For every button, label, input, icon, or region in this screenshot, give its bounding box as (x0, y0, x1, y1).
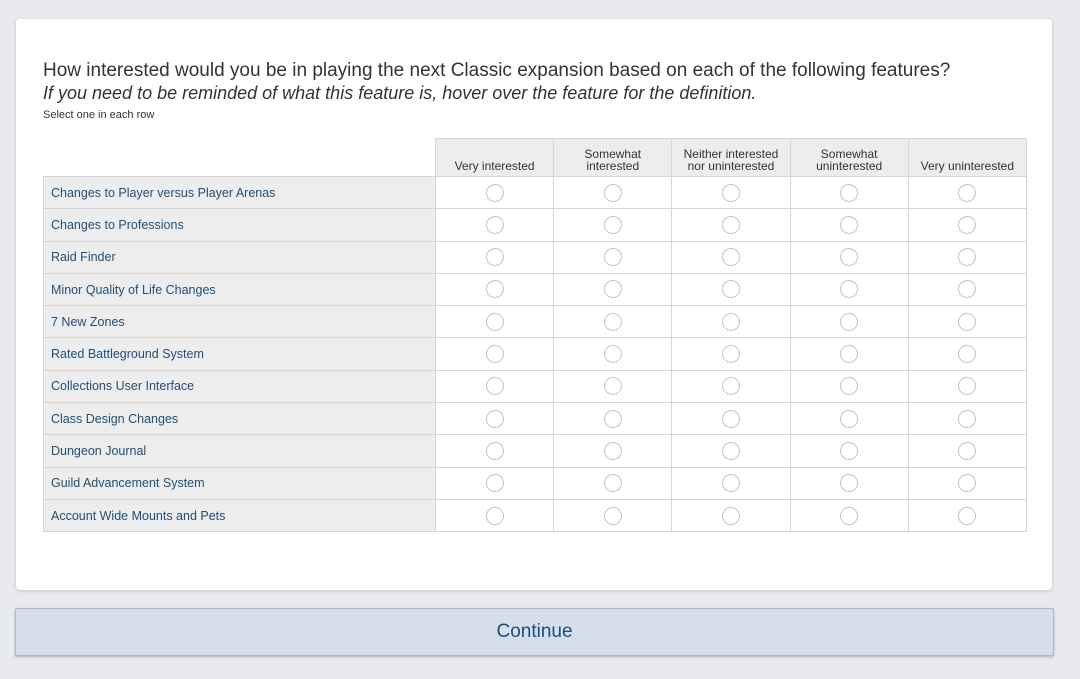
radio-button[interactable] (722, 248, 740, 266)
option-cell[interactable] (436, 273, 554, 305)
radio-button[interactable] (958, 345, 976, 363)
option-cell[interactable] (672, 435, 790, 467)
option-cell[interactable] (436, 499, 554, 531)
radio-button[interactable] (604, 474, 622, 492)
radio-button[interactable] (840, 507, 858, 525)
radio-button[interactable] (486, 184, 504, 202)
option-cell[interactable] (672, 403, 790, 435)
option-cell[interactable] (908, 338, 1026, 370)
table-row (44, 467, 1027, 499)
radio-button[interactable] (840, 474, 858, 492)
scale-header: Somewhat interested (554, 139, 672, 177)
table-row (44, 338, 1027, 370)
radio-button[interactable] (486, 280, 504, 298)
option-cell[interactable] (790, 241, 908, 273)
feature-label[interactable]: Guild Advancement System (44, 467, 436, 499)
radio-button[interactable] (604, 442, 622, 460)
table-row (44, 209, 1027, 241)
radio-button[interactable] (486, 216, 504, 234)
table-row (44, 241, 1027, 273)
option-cell[interactable] (790, 177, 908, 209)
radio-button[interactable] (486, 345, 504, 363)
option-cell[interactable] (790, 273, 908, 305)
option-cell[interactable] (908, 370, 1026, 402)
radio-button[interactable] (722, 184, 740, 202)
option-cell[interactable] (672, 499, 790, 531)
radio-button[interactable] (840, 184, 858, 202)
radio-button[interactable] (722, 507, 740, 525)
radio-button[interactable] (840, 280, 858, 298)
radio-button[interactable] (958, 442, 976, 460)
radio-button[interactable] (958, 280, 976, 298)
option-cell[interactable] (436, 338, 554, 370)
radio-button[interactable] (604, 280, 622, 298)
radio-button[interactable] (722, 345, 740, 363)
feature-label[interactable]: Changes to Professions (44, 209, 436, 241)
table-row (44, 177, 1027, 209)
table-row (44, 403, 1027, 435)
option-cell[interactable] (436, 177, 554, 209)
radio-button[interactable] (486, 474, 504, 492)
radio-button[interactable] (722, 377, 740, 395)
option-cell[interactable] (554, 370, 672, 402)
radio-button[interactable] (722, 410, 740, 428)
feature-label[interactable]: Dungeon Journal (44, 435, 436, 467)
radio-button[interactable] (486, 313, 504, 331)
scale-header: Very uninterested (908, 139, 1026, 177)
option-cell[interactable] (908, 306, 1026, 338)
radio-button[interactable] (840, 216, 858, 234)
option-cell[interactable] (908, 241, 1026, 273)
table-row (44, 435, 1027, 467)
feature-label[interactable]: Rated Battleground System (44, 338, 436, 370)
option-cell[interactable] (554, 467, 672, 499)
select-hint: Select one in each row (43, 109, 155, 121)
option-cell[interactable] (672, 177, 790, 209)
radio-button[interactable] (604, 507, 622, 525)
survey-card (16, 19, 1052, 590)
option-cell[interactable] (436, 209, 554, 241)
radio-button[interactable] (604, 377, 622, 395)
scale-header: Neither interested nor uninterested (672, 139, 790, 177)
radio-button[interactable] (722, 216, 740, 234)
radio-button[interactable] (958, 313, 976, 331)
option-cell[interactable] (672, 273, 790, 305)
continue-button[interactable]: Continue (15, 608, 1054, 656)
option-cell[interactable] (672, 338, 790, 370)
option-cell[interactable] (790, 403, 908, 435)
option-cell[interactable] (672, 241, 790, 273)
option-cell[interactable] (908, 467, 1026, 499)
radio-button[interactable] (958, 216, 976, 234)
radio-button[interactable] (958, 184, 976, 202)
option-cell[interactable] (908, 209, 1026, 241)
table-row (44, 370, 1027, 402)
option-cell[interactable] (554, 435, 672, 467)
option-cell[interactable] (554, 306, 672, 338)
likert-grid (43, 138, 1027, 532)
radio-button[interactable] (604, 345, 622, 363)
feature-label[interactable]: Minor Quality of Life Changes (44, 273, 436, 305)
radio-button[interactable] (722, 442, 740, 460)
option-cell[interactable] (790, 338, 908, 370)
option-cell[interactable] (436, 467, 554, 499)
radio-button[interactable] (958, 507, 976, 525)
radio-button[interactable] (958, 248, 976, 266)
radio-button[interactable] (604, 248, 622, 266)
radio-button[interactable] (486, 410, 504, 428)
feature-label[interactable]: Changes to Player versus Player Arenas (44, 177, 436, 209)
grid-header-row (44, 139, 1027, 177)
radio-button[interactable] (486, 377, 504, 395)
feature-label[interactable]: Collections User Interface (44, 370, 436, 402)
scale-header: Very interested (436, 139, 554, 177)
option-cell[interactable] (436, 241, 554, 273)
option-cell[interactable] (908, 273, 1026, 305)
radio-button[interactable] (722, 313, 740, 331)
option-cell[interactable] (790, 306, 908, 338)
radio-button[interactable] (722, 474, 740, 492)
option-cell[interactable] (672, 209, 790, 241)
radio-button[interactable] (840, 377, 858, 395)
option-cell[interactable] (790, 370, 908, 402)
option-cell[interactable] (908, 499, 1026, 531)
radio-button[interactable] (604, 216, 622, 234)
radio-button[interactable] (840, 248, 858, 266)
option-cell[interactable] (672, 370, 790, 402)
option-cell[interactable] (908, 435, 1026, 467)
question-instructions: If you need to be reminded of what this feature is, hover over the feature for the definition. (43, 83, 757, 103)
radio-button[interactable] (840, 442, 858, 460)
table-row (44, 499, 1027, 531)
grid-corner (44, 139, 436, 177)
scale-header: Somewhat uninterested (790, 139, 908, 177)
option-cell[interactable] (436, 370, 554, 402)
option-cell[interactable] (554, 209, 672, 241)
feature-label[interactable]: 7 New Zones (44, 306, 436, 338)
radio-button[interactable] (958, 474, 976, 492)
radio-button[interactable] (486, 442, 504, 460)
option-cell[interactable] (554, 241, 672, 273)
radio-button[interactable] (604, 184, 622, 202)
radio-button[interactable] (958, 410, 976, 428)
radio-button[interactable] (604, 410, 622, 428)
radio-button[interactable] (486, 507, 504, 525)
radio-button[interactable] (722, 280, 740, 298)
option-cell[interactable] (790, 209, 908, 241)
option-cell[interactable] (554, 177, 672, 209)
option-cell[interactable] (790, 499, 908, 531)
table-row (44, 273, 1027, 305)
option-cell[interactable] (554, 499, 672, 531)
option-cell[interactable] (436, 403, 554, 435)
option-cell[interactable] (790, 435, 908, 467)
radio-button[interactable] (958, 377, 976, 395)
feature-label[interactable]: Class Design Changes (44, 403, 436, 435)
radio-button[interactable] (840, 410, 858, 428)
option-cell[interactable] (790, 467, 908, 499)
option-cell[interactable] (672, 306, 790, 338)
grid-body (44, 177, 1027, 532)
option-cell[interactable] (436, 435, 554, 467)
feature-label[interactable]: Raid Finder (44, 241, 436, 273)
radio-button[interactable] (486, 248, 504, 266)
option-cell[interactable] (554, 273, 672, 305)
option-cell[interactable] (554, 338, 672, 370)
question-title: How interested would you be in playing the next Classic expansion based on each of the following features? (43, 60, 951, 81)
option-cell[interactable] (436, 306, 554, 338)
radio-button[interactable] (840, 345, 858, 363)
option-cell[interactable] (908, 403, 1026, 435)
radio-button[interactable] (840, 313, 858, 331)
radio-button[interactable] (604, 313, 622, 331)
feature-label[interactable]: Account Wide Mounts and Pets (44, 499, 436, 531)
option-cell[interactable] (908, 177, 1026, 209)
option-cell[interactable] (554, 403, 672, 435)
option-cell[interactable] (672, 467, 790, 499)
table-row (44, 306, 1027, 338)
